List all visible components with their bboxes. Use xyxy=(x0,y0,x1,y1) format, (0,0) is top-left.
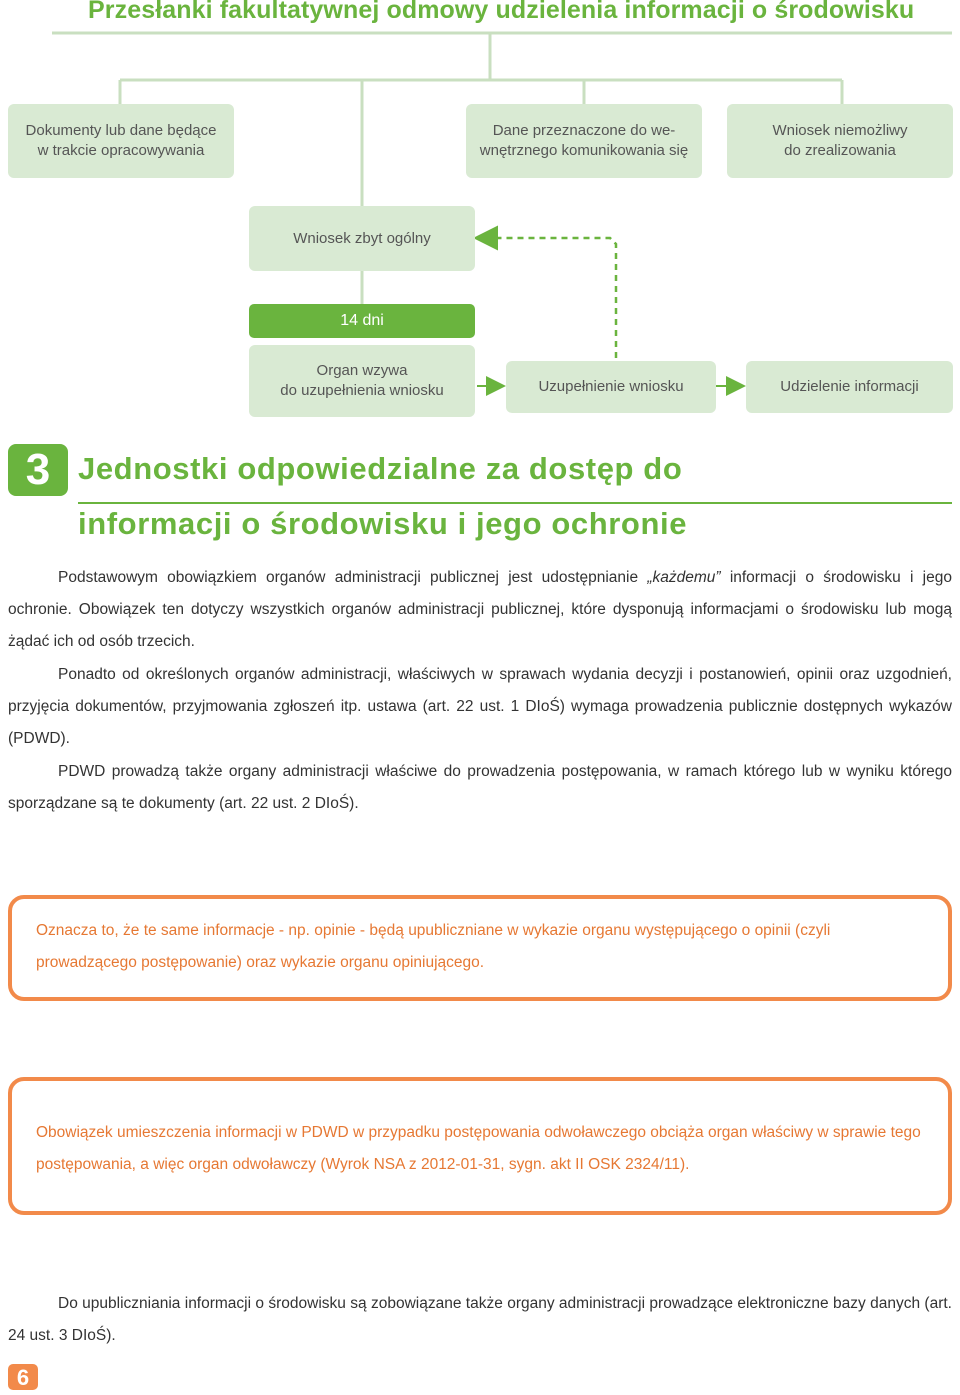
note-box-2: Obowiązek umieszczenia informacji w PDWD w przypadku postępowania odwoławczego obciąża organ właściwy w sprawie tego postępowania, a więc organ odwoławczy (Wyrok NSA z 2012-01-31, sygn. akt II OSK 2324/11). xyxy=(8,1077,952,1215)
box-internal-communication: Dane przeznaczone do we- wnętrznego komunikowania się xyxy=(466,104,702,178)
box-granting: Udzielenie informacji xyxy=(746,361,953,413)
days-label: 14 dni xyxy=(249,304,475,338)
page-number: 6 xyxy=(8,1364,38,1390)
diagram-connectors xyxy=(0,0,960,420)
section-title-line1: Jednostki odpowiedzialne za dostęp do xyxy=(78,451,683,486)
box-request-too-general: Wniosek zbyt ogólny xyxy=(249,206,475,271)
section-number-badge: 3 xyxy=(8,444,68,496)
paragraph-2: Ponadto od określonych organów administracji, właściwych w sprawach wydania decyzji i postanowień, opinii oraz uzgodnień, przyjęcia dokumentów, przyjmowania zgłoszeń itp. ustawa (art. 22 ust. 1 DIoŚ) wymaga prowadzenia publicznie dostępnych wykazów (PDWD). xyxy=(8,666,952,747)
page-title: Przesłanki fakultatywnej odmowy udzielenia informacji o środowisku xyxy=(88,0,915,24)
paragraph-3: PDWD prowadzą także organy administracji właściwe do prowadzenia postępowania, w ramach którego lub w wyniku którego sporządzane są te dokumenty (art. 22 ust. 2 DIoŚ). xyxy=(8,763,952,812)
section-title-rule xyxy=(78,502,952,504)
note-box-1: Oznacza to, że te same informacje - np. opinie - będą upubliczniane w wykazie organu występującego o opinii (czyli prowadzącego postępowanie) oraz wykazie organu opiniującego. xyxy=(8,895,952,1001)
feedback-dashed-arrow xyxy=(478,238,616,358)
paragraph-4: Do upubliczniania informacji o środowisku są zobowiązane także organy administracji prowadzące elektroniczne bazy danych (art. 24 ust. 3 DIoŚ). xyxy=(8,1295,952,1344)
paragraph-1: Podstawowym obowiązkiem organów administracji publicznej jest udostępnianie „każdemu” informacji o środowisku i jego ochronie. Obowiązek ten dotyczy wszystkich organów administracji publicznej, które dysponują informacjami o środowisku lub mogą żądać ich od osób trzecich. xyxy=(8,569,952,650)
box-completion: Uzupełnienie wniosku xyxy=(506,361,716,413)
section-title-line2: informacji o środowisku i jego ochronie xyxy=(78,506,688,541)
box-documents-in-progress: Dokumenty lub dane będące w trakcie opracowywania xyxy=(8,104,234,178)
box-request-impossible: Wniosek niemożliwy do zrealizowania xyxy=(727,104,953,178)
box-organ-calls: Organ wzywa do uzupełnienia wniosku xyxy=(249,345,475,417)
